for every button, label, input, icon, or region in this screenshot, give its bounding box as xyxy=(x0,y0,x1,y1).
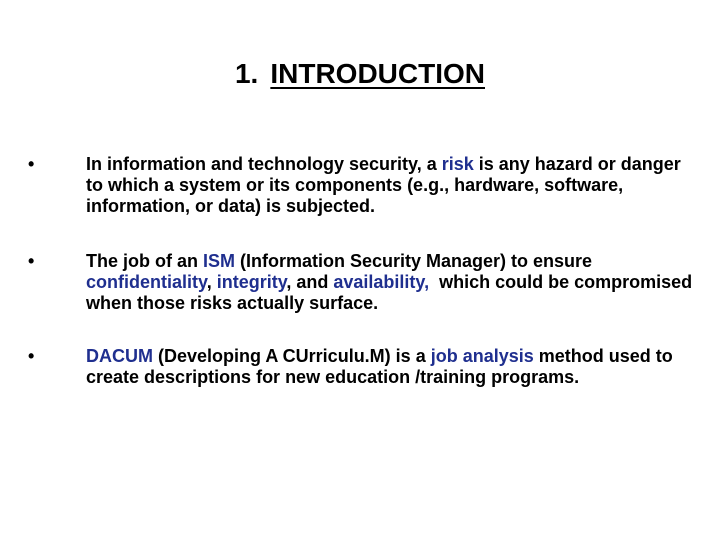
bullet-dot: • xyxy=(28,251,35,271)
bullet-dot: • xyxy=(28,154,35,174)
text-segment: which could be compromised when those risks actually surface. xyxy=(86,272,698,313)
highlight-term-ism: ISM xyxy=(203,251,236,271)
highlight-term-risk: risk xyxy=(441,154,474,174)
bullet-text xyxy=(86,346,696,388)
text-segment: (Developing A CUrriculu.M) is a xyxy=(153,346,431,366)
bullet-dot: • xyxy=(28,346,35,366)
title-number: 1. xyxy=(234,58,259,89)
text-segment: (Information Security Manager) to ensure xyxy=(235,251,593,271)
highlight-term-integrity: integrity xyxy=(216,272,287,292)
slide-title xyxy=(0,54,720,94)
text-segment: In information and technology security, a xyxy=(86,154,442,174)
text-segment: , and xyxy=(286,272,334,292)
text-segment: method used to create descriptions for new education /training programs. xyxy=(86,346,673,387)
bullet-text xyxy=(86,251,696,314)
highlight-term-availability: availability, xyxy=(333,272,430,292)
text-segment: is any hazard or danger to which a system or its components (e.g., hardware, software, information, or data) is subjected. xyxy=(86,154,681,216)
text-segment: The job of an xyxy=(86,251,203,271)
highlight-term-dacum: DACUM xyxy=(86,346,153,366)
bullet-text xyxy=(86,154,696,217)
highlight-term-job-analysis: job analysis xyxy=(430,346,534,366)
title-text: INTRODUCTION xyxy=(270,58,485,89)
highlight-term-confidentiality: confidentiality xyxy=(86,272,207,292)
text-segment: , xyxy=(206,272,217,292)
